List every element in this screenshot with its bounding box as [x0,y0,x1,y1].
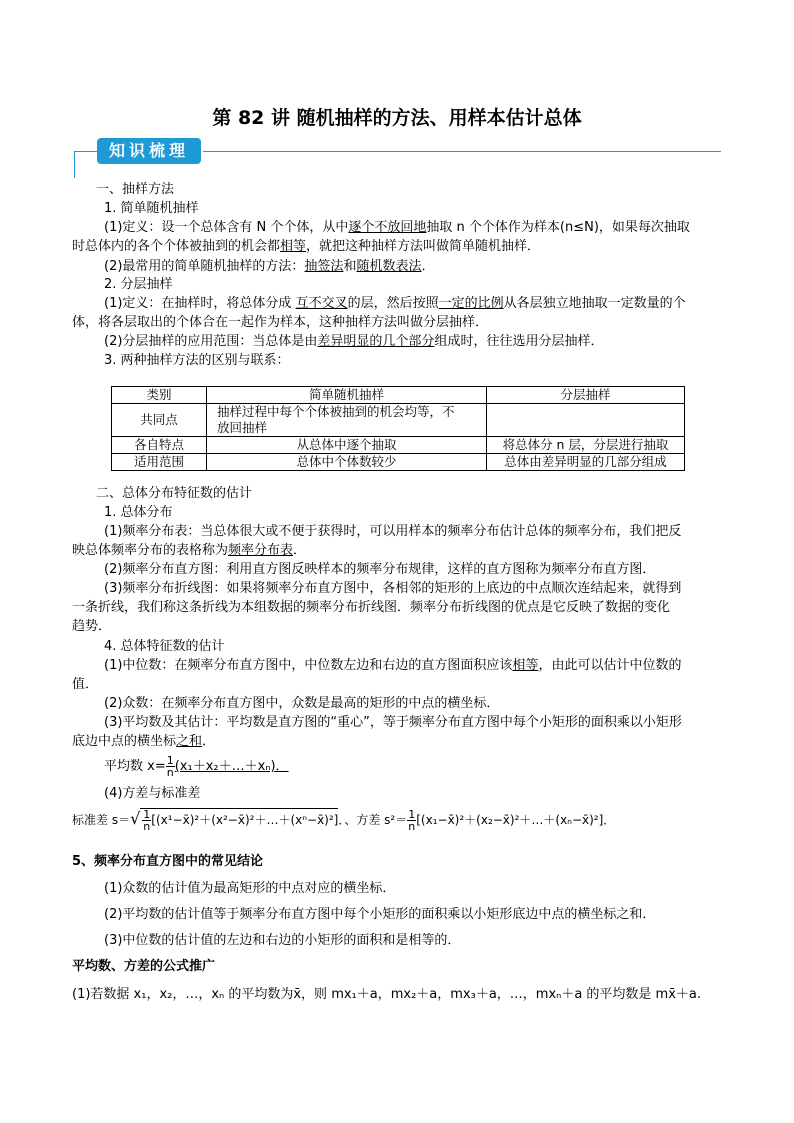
table-cell: 将总体分 n 层，分层进行抽取 [487,437,685,454]
conclusion-item: (3)中位数的估计值的左边和右边的小矩形的面积和是相等的． [104,933,461,948]
paragraph-polygon-end: 趋势． [72,619,112,634]
formula-std-variance: 标准差 s＝√ $\frac{1}{n}$ [(x¹−x̄)²＋(x²−x̄)²＋…＋(xⁿ−x̄)²]．、方差 s²＝ $\frac{1}{n}$ [(x₁−x̄)²＋(x₂−x̄)²＋…＋(xₙ−x̄)²]． [72,808,616,833]
table-cell: 总体中个体数较少 [207,454,487,471]
section-heading-distribution: 二、总体分布特征数的估计 [96,486,253,501]
paragraph-median: (1)中位数：在频率分布直方图中，中位数左边和右边的直方图面积应该相等，由此可以估计中位数的 [104,658,682,673]
paragraph-simple-definition: (1)定义：设一个总体含有 N 个个体，从中逐个不放回地抽取 n 个个体作为样本(n≤N)，如果每次抽取 [104,220,690,235]
underlined-term: 之和 [176,734,203,749]
table-header-row [112,387,685,404]
paragraph-common-methods: (2)最常用的简单随机抽样的方法：抽签法和随机数表法． [104,259,435,274]
subheading-population-distribution: 1. 总体分布 [104,505,173,520]
table-cell: 适用范围 [112,454,207,471]
paragraph-frequency-table: (1)频率分布表：当总体很大或不便于获得时，可以用样本的频率分布估计总体的频率分布，我们把反 [104,524,682,539]
section-heading-sampling: 一、抽样方法 [96,182,175,197]
paragraph-frequency-table-cont: 映总体频率分布的表格称为频率分布表． [72,543,307,558]
table-cell: 共同点 [112,404,207,437]
formula-mean: 平均数 x= $\frac{1}{n}$ (x₁＋x₂＋…＋xₙ)． [104,754,289,779]
table-row [112,404,685,437]
underlined-term: 抽签法 [304,259,344,274]
paragraph-mean: (3)平均数及其估计：平均数是直方图的“重心”，等于频率分布直方图中每个小矩形的面积乘以小矩形 [104,715,682,730]
paragraph-polygon-cont: 一条折线，我们称这条折线为本组数据的频率分布折线图．频率分布折线图的优点是它反映了数据的变化 [72,600,671,615]
underlined-term: 频率分布表 [228,543,294,558]
table-cell: 从总体中逐个抽取 [207,437,487,454]
section-banner: 知识梳理 [97,138,201,164]
underlined-term: 差异明显的几个部分 [317,334,435,349]
subheading-comparison: 3. 两种抽样方法的区别与联系： [104,353,290,368]
section-banner-rule [203,151,721,152]
section-heading-conclusions: 5、频率分布直方图中的常见结论 [72,854,264,869]
paragraph-mean-cont: 底边中点的横坐标之和． [72,734,216,749]
table-header-cell: 简单随机抽样 [207,387,487,404]
fraction: $\frac{1}{n}$ [166,754,174,779]
subheading-characteristics: 4. 总体特征数的估计 [104,639,225,654]
conclusion-item: (1)众数的估计值为最高矩形的中点对应的横坐标． [104,881,396,896]
section-heading-formula-generalization: 平均数、方差的公式推广 [72,959,216,974]
underlined-term: 相等 [512,658,539,673]
paragraph-simple-definition-cont: 时总体内的各个个体被抽到的机会都相等，就把这种抽样方法叫做简单随机抽样． [72,239,541,254]
subheading-stratified: 2. 分层抽样 [104,277,173,292]
comparison-table [111,386,685,471]
paragraph-stratified-range: (2)分层抽样的应用范围：当总体是由差异明显的几个部分组成时，往往选用分层抽样． [104,334,604,349]
underlined-term: 逐个不放回地 [348,220,427,235]
underlined-term: 随机数表法 [356,259,422,274]
table-header-cell: 类别 [112,387,207,404]
radical-sign-icon: √ [130,809,141,828]
underlined-term: 互不交叉 [295,296,348,311]
subheading-variance: (4)方差与标准差 [104,786,201,801]
table-cell: 总体由差异明显的几部分组成 [487,454,685,471]
underlined-term: 相等 [280,239,307,254]
paragraph-mode: (2)众数：在频率分布直方图中，众数是最高的矩形的中点的横坐标． [104,696,500,711]
table-row [112,437,685,454]
sqrt-content: $\frac{1}{n}$ [(x¹−x̄)²＋(x²−x̄)²＋…＋(xⁿ−x̄)²] [140,808,338,832]
subheading-simple-random: 1. 简单随机抽样 [104,201,199,216]
conclusion-item: (2)平均数的估计值等于频率分布直方图中每个小矩形的面积乘以小矩形底边中点的横坐标之和． [104,907,656,922]
paragraph-median-cont: 值． [72,677,99,692]
table-cell [487,404,685,437]
table-cell: 各自特点 [112,437,207,454]
paragraph-stratified-definition-cont: 体，将各层取出的个体合在一起作为样本，这种抽样方法叫做分层抽样． [72,315,489,330]
table-header-cell: 分层抽样 [487,387,685,404]
paragraph-generalization-mean: (1)若数据 x₁，x₂，…，xₙ 的平均数为x̄，则 mx₁＋a，mx₂＋a，mx₃＋a，…，mxₙ＋a 的平均数是 mx̄＋a. [72,987,702,1002]
page-title: 第 82 讲 随机抽样的方法、用样本估计总体 [212,107,582,129]
paragraph-histogram: (2)频率分布直方图：利用直方图反映样本的频率分布规律，这样的直方图称为频率分布直方图． [104,562,656,577]
table-row [112,454,685,471]
paragraph-polygon: (3)频率分布折线图：如果将频率分布直方图中，各相邻的矩形的上底边的中点顺次连结起来，就得到 [104,581,682,596]
section-banner-corner [74,151,99,178]
paragraph-stratified-definition: (1)定义：在抽样时，将总体分成 互不交叉的层，然后按照一定的比例从各层独立地抽取一定数量的个 [104,296,686,311]
underlined-term: 一定的比例 [438,296,504,311]
table-cell: 抽样过程中每个个体被抽到的机会均等，不 放回抽样 [207,404,487,437]
